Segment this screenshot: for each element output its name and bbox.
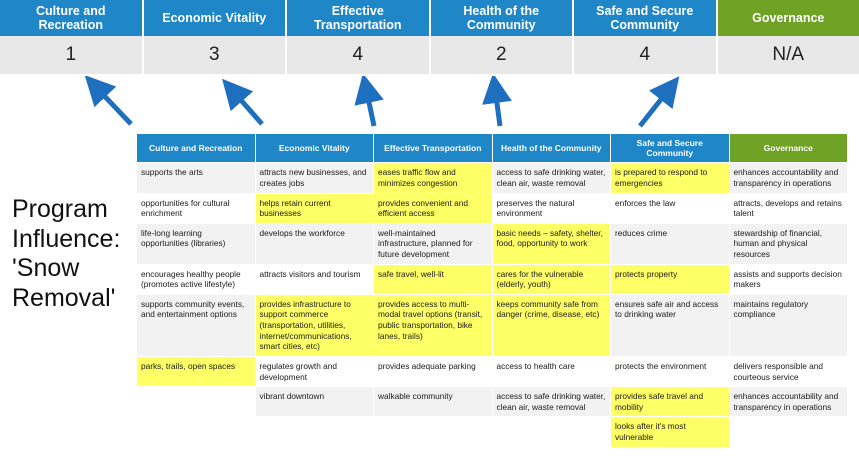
matrix-header: [137, 134, 848, 163]
matrix-column-header: Culture and Recreation: [137, 134, 256, 163]
matrix-cell-highlighted: provides convenient and efficient access: [374, 193, 493, 223]
matrix-cell-highlighted: cares for the vulnerable (elderly, youth): [492, 264, 611, 294]
influence-matrix: [136, 133, 848, 448]
scorecard-header-cell: Health of the Community: [431, 0, 575, 36]
matrix-row: [137, 193, 848, 223]
matrix-cell-highlighted: is prepared to respond to emergencies: [611, 163, 730, 193]
matrix-cell: stewardship of financial, human and physical resources: [729, 223, 848, 264]
matrix-column-header: Effective Transportation: [374, 134, 493, 163]
arrow-economic: [232, 90, 262, 124]
matrix-cell: vibrant downtown: [255, 387, 374, 417]
matrix-column-header: Economic Vitality: [255, 134, 374, 163]
matrix-cell: enhances accountability and transparency in operations: [729, 163, 848, 193]
scorecard-header-cell: Effective Transportation: [287, 0, 431, 36]
scorecard-score-cell: 4: [574, 36, 718, 74]
matrix-cell: regulates growth and development: [255, 356, 374, 386]
matrix-cell-highlighted: eases traffic flow and minimizes congestion: [374, 163, 493, 193]
matrix-cell: reduces crime: [611, 223, 730, 264]
matrix-cell: supports the arts: [137, 163, 256, 193]
scorecard-header-cell: Governance: [718, 0, 859, 36]
matrix-cell: access to safe drinking water, clean air, waste removal: [492, 163, 611, 193]
scorecard-header-cell: Safe and Secure Community: [574, 0, 718, 36]
scorecard-header-cell: Culture and Recreation: [0, 0, 144, 36]
matrix-cell: access to safe drinking water, clean air, waste removal: [492, 387, 611, 417]
arrow-culture: [95, 86, 131, 124]
matrix-row: [137, 294, 848, 356]
scorecard-score-cell: 4: [287, 36, 431, 74]
matrix-body: [137, 163, 848, 447]
matrix-column-header: Governance: [729, 134, 848, 163]
matrix-row: [137, 223, 848, 264]
matrix-cell: attracts new businesses, and creates jobs: [255, 163, 374, 193]
matrix-cell: preserves the natural environment: [492, 193, 611, 223]
scorecard-score-cell: 2: [431, 36, 575, 74]
matrix-column-header: Health of the Community: [492, 134, 611, 163]
matrix-cell: maintains regulatory compliance: [729, 294, 848, 356]
arrow-health: [495, 88, 500, 126]
matrix-cell-highlighted: provides infrastructure to support commerce (transportation, utilities, internet/communications, smart cities, etc): [255, 294, 374, 356]
matrix-row: [137, 417, 848, 447]
scorecard-score-cell: 1: [0, 36, 144, 74]
matrix-cell-highlighted: looks after it's most vulnerable: [611, 417, 730, 447]
matrix-cell: [374, 417, 493, 447]
matrix-cell: delivers responsible and courteous service: [729, 356, 848, 386]
scorecard-bar: [0, 0, 859, 77]
matrix-cell: [137, 417, 256, 447]
matrix-cell: well-maintained infrastructure, planned for future development: [374, 223, 493, 264]
matrix-row: [137, 163, 848, 193]
matrix-cell: [255, 417, 374, 447]
arrow-transportation: [366, 88, 374, 126]
matrix-cell: enforces the law: [611, 193, 730, 223]
matrix-cell: provides adequate parking: [374, 356, 493, 386]
arrow-group: [0, 76, 859, 134]
matrix-cell: [137, 387, 256, 417]
matrix-cell: life-long learning opportunities (libraries): [137, 223, 256, 264]
matrix-cell: access to health care: [492, 356, 611, 386]
matrix-row: [137, 356, 848, 386]
scorecard-header-row: [0, 0, 859, 36]
scorecard-score-cell: N/A: [772, 44, 805, 65]
program-influence-caption: Program Influence: 'Snow Removal': [12, 195, 121, 312]
matrix-cell: attracts, develops and retains talent: [729, 193, 848, 223]
matrix-cell: encourages healthy people (promotes active lifestyle): [137, 264, 256, 294]
arrow-safety: [640, 88, 670, 126]
matrix-cell: [492, 417, 611, 447]
matrix-cell-highlighted: provides access to multi-modal travel options (transit, public transportation, bike lanes, trails): [374, 294, 493, 356]
matrix-column-header: Safe and Secure Community: [611, 134, 730, 163]
matrix-cell-highlighted: parks, trails, open spaces: [137, 356, 256, 386]
matrix-cell: supports community events, and entertainment options: [137, 294, 256, 356]
matrix-row: [137, 264, 848, 294]
matrix-cell: attracts visitors and tourism: [255, 264, 374, 294]
matrix-cell: ensures safe air and access to drinking water: [611, 294, 730, 356]
matrix-cell: enhances accountability and transparency in operations: [729, 387, 848, 417]
matrix-cell: walkable community: [374, 387, 493, 417]
matrix-cell-highlighted: keeps community safe from danger (crime, disease, etc): [492, 294, 611, 356]
scorecard-score-cell: 3: [144, 36, 288, 74]
scorecard-score-row: [0, 36, 859, 77]
matrix-cell: assists and supports decision makers: [729, 264, 848, 294]
matrix-row: [137, 387, 848, 417]
matrix-cell-highlighted: protects property: [611, 264, 730, 294]
matrix-cell: develops the workforce: [255, 223, 374, 264]
matrix-cell: [729, 417, 848, 447]
matrix-cell: opportunities for cultural enrichment: [137, 193, 256, 223]
matrix-cell-highlighted: basic needs – safety, shelter, food, opportunity to work: [492, 223, 611, 264]
matrix-cell-highlighted: provides safe travel and mobility: [611, 387, 730, 417]
matrix-cell-highlighted: safe travel, well-lit: [374, 264, 493, 294]
matrix-cell-highlighted: helps retain current businesses: [255, 193, 374, 223]
scorecard-header-cell: Economic Vitality: [144, 0, 288, 36]
matrix-cell: protects the environment: [611, 356, 730, 386]
matrix-header-row: [137, 134, 848, 163]
